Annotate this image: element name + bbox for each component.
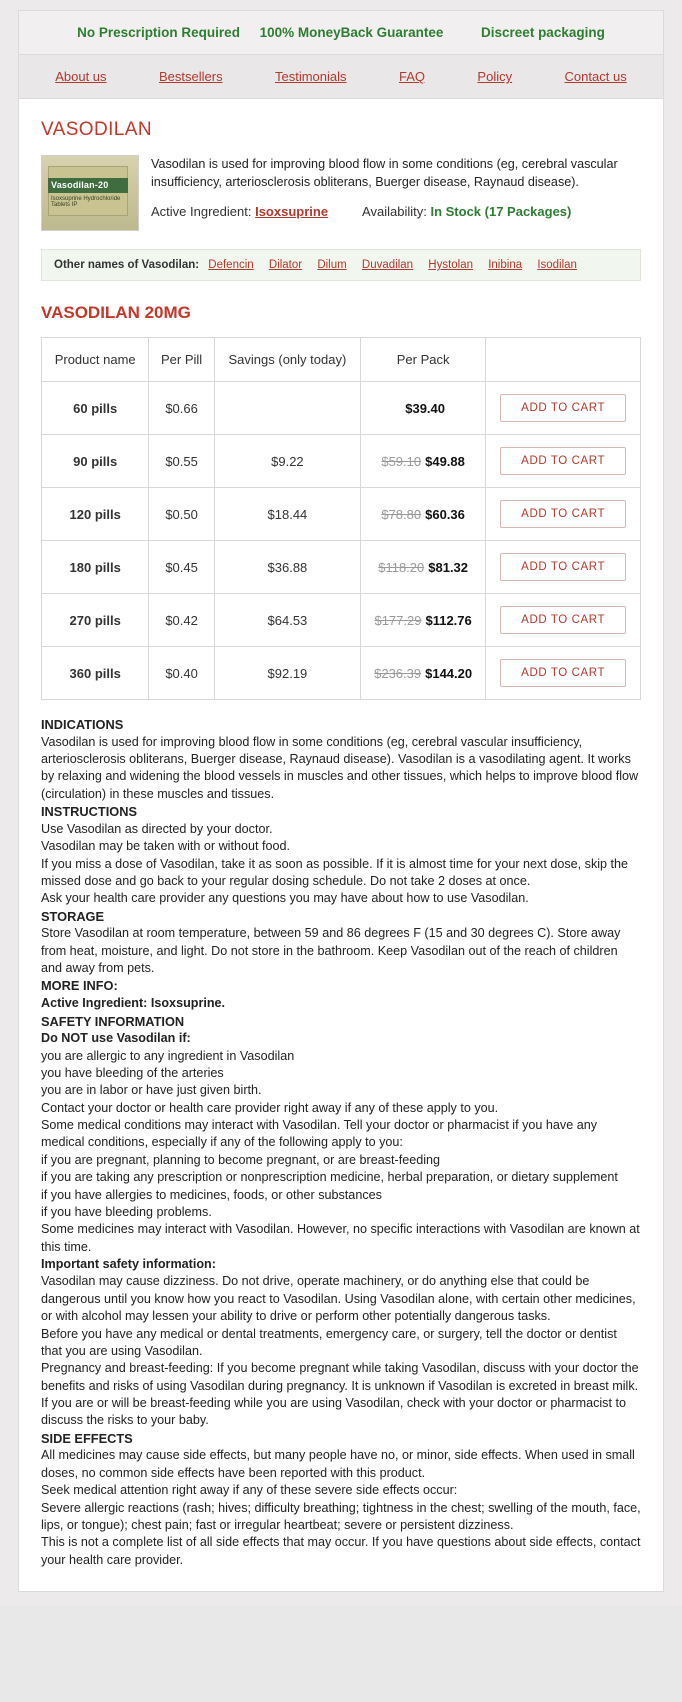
section-heading-instructions: INSTRUCTIONS — [41, 804, 137, 820]
section-heading-indications: INDICATIONS — [41, 717, 124, 732]
storage-text: Store Vasodilan at room temperature, between 59 and 86 degrees F (15 and 30 degrees C). Store away from heat, moisture, and light. Do not store in the bathroom. Keep Vasodilan out of the reach of children and away from pets. — [41, 926, 621, 976]
section-heading-side-effects: SIDE EFFECTS — [41, 1430, 133, 1446]
product-image — [41, 155, 139, 231]
column-header-action — [486, 338, 641, 382]
promo-bar — [18, 10, 664, 55]
row-old-price: $177.29 — [374, 612, 422, 628]
row-new-price: $144.20 — [425, 665, 473, 681]
row-old-price: $118.20 — [378, 559, 425, 575]
row-product-name: 270 pills — [42, 594, 149, 647]
other-name-dilum[interactable]: Dilum — [317, 259, 347, 271]
row-action — [486, 435, 641, 488]
row-per-pack — [360, 488, 485, 541]
row-action — [486, 488, 641, 541]
other-name-duvadilan[interactable]: Duvadilan — [361, 259, 414, 271]
row-savings: $9.22 — [214, 435, 360, 488]
other-names-label: Other names of Vasodilan: — [54, 259, 200, 271]
important-safety-heading: Important safety information: — [41, 1257, 216, 1272]
row-per-pill: $0.40 — [149, 647, 214, 700]
row-new-price: $112.76 — [425, 612, 472, 628]
other-name-dilator[interactable]: Dilator — [268, 259, 303, 271]
side-effects-3: Severe allergic reactions (rash; hives; difficulty breathing; tightness in the chest; swelling of the mouth, face, lips, or tongue); chest pain; fast or irregular heartbeat; severe or persistent dizziness. — [41, 1500, 641, 1532]
other-name-isodilan[interactable]: Isodilan — [537, 259, 577, 271]
row-per-pill: $0.55 — [149, 435, 214, 488]
product-description: Vasodilan is used for improving blood flow in some conditions (eg, cerebral vascular insufficiency, arteriosclerosis obliterans, Buerger disease, Raynaud disease). — [151, 157, 618, 190]
product-summary — [19, 155, 663, 239]
medical-condition-2: if you are taking any prescription or nonprescription medicine, herbal preparation, or dietary supplement — [41, 1170, 618, 1185]
interactions-line: Some medicines may interact with Vasodilan. However, no specific interactions with Vasodilan are known at this time. — [41, 1222, 640, 1254]
promo-no-prescription: No Prescription Required — [77, 25, 240, 40]
drug-information — [19, 700, 663, 1591]
add-to-cart-button[interactable]: ADD TO CART — [500, 500, 626, 528]
row-per-pack — [360, 435, 485, 488]
row-old-price: $78.80 — [381, 506, 422, 522]
side-effects-1: All medicines may cause side effects, but many people have no, or minor, side effects. When used in small doses, no common side effects have been reported with this product. — [41, 1448, 635, 1480]
do-not-use-item-3: you are in labor or have just given birth. — [41, 1083, 262, 1098]
main-navigation — [18, 55, 664, 99]
add-to-cart-button[interactable]: ADD TO CART — [500, 606, 626, 634]
column-header-savings: Savings (only today) — [214, 338, 360, 382]
section-heading-safety: SAFETY INFORMATION — [41, 1013, 185, 1029]
table-row — [42, 594, 641, 647]
nav-item-bestsellers[interactable]: Bestsellers — [158, 69, 223, 84]
important-safety-3: Pregnancy and breast-feeding: If you become pregnant while taking Vasodilan, discuss with your doctor the benefits and risks of using Vasodilan during pregnancy. It is unknown if Vasodilan is excreted in breast milk. If you are or will be breast-feeding while you are using Vasodilan, check with your doctor or pharmacist to discuss the risks to your baby. — [41, 1361, 639, 1428]
row-savings: $18.44 — [214, 488, 360, 541]
important-safety-1: Vasodilan may cause dizziness. Do not drive, operate machinery, or do anything else that could be dangerous until you know how you react to Vasodilan. Using Vasodilan alone, with certain other medicines, or with alcohol may lessen your ability to drive or perform other potentially dangerous tasks. — [41, 1274, 636, 1324]
row-per-pill: $0.66 — [149, 382, 214, 435]
add-to-cart-button[interactable]: ADD TO CART — [500, 394, 626, 422]
column-header-product-name: Product name — [42, 338, 149, 382]
active-ingredient-link[interactable]: Isoxsuprine — [255, 203, 329, 219]
medical-condition-3: if you have allergies to medicines, foods, or other substances — [41, 1187, 382, 1202]
row-per-pill: $0.42 — [149, 594, 214, 647]
active-ingredient-info: Active Ingredient: Isoxsuprine. — [41, 996, 226, 1011]
other-name-defencin[interactable]: Defencin — [208, 259, 254, 271]
row-action — [486, 382, 641, 435]
content-area — [18, 99, 664, 1592]
other-name-hystolan[interactable]: Hystolan — [428, 259, 474, 271]
product-image-label: Vasodilan-20 — [51, 180, 109, 190]
section-heading-storage: STORAGE — [41, 908, 105, 924]
nav-item-faq[interactable]: FAQ — [398, 69, 425, 84]
row-new-price: $49.88 — [425, 453, 465, 469]
indications-text: Vasodilan is used for improving blood flow in some conditions (eg, cerebral vascular insufficiency, arteriosclerosis obliterans, Buerger disease, Raynaud disease). Vasodilan is a vasodilating agent. It works by relaxing and widening the blood vessels in muscles and other tissues, which helps to improve blood flow (circulation) in these muscles and tissues. — [41, 734, 639, 801]
page-title: VASODILAN — [41, 119, 152, 140]
table-row — [42, 382, 641, 435]
row-savings: $36.88 — [214, 541, 360, 594]
medical-conditions-intro: Some medical conditions may interact with Vasodilan. Tell your doctor or pharmacist if you have any medical conditions, especially if any of the following apply to you: — [41, 1118, 598, 1150]
instructions-line-2: Vasodilan may be taken with or without food. — [41, 839, 290, 854]
row-per-pack — [360, 541, 485, 594]
row-product-name: 90 pills — [42, 435, 149, 488]
product-meta — [151, 204, 641, 219]
row-savings — [214, 382, 360, 435]
availability-label: Availability: — [362, 203, 427, 219]
table-header-row — [42, 338, 641, 382]
row-new-price: $39.40 — [405, 400, 445, 416]
contact-doctor-line: Contact your doctor or health care provider right away if any of these apply to you. — [41, 1100, 499, 1115]
row-per-pack — [360, 647, 485, 700]
add-to-cart-button[interactable]: ADD TO CART — [500, 659, 626, 687]
row-savings: $64.53 — [214, 594, 360, 647]
pricing-table — [41, 337, 641, 700]
table-row — [42, 435, 641, 488]
other-name-inibina[interactable]: Inibina — [488, 259, 523, 271]
row-action — [486, 541, 641, 594]
row-product-name: 60 pills — [42, 382, 149, 435]
instructions-line-3: If you miss a dose of Vasodilan, take it as soon as possible. If it is almost time for your next dose, skip the missed dose and go back to your regular dosing schedule. Do not take 2 doses at once. — [41, 856, 629, 888]
status-badge: In Stock (17 Packages) — [430, 203, 572, 219]
row-savings: $92.19 — [214, 647, 360, 700]
row-old-price: $236.39 — [374, 665, 422, 681]
table-row — [42, 541, 641, 594]
medical-condition-1: if you are pregnant, planning to become pregnant, or are breast-feeding — [41, 1152, 441, 1167]
active-ingredient-label: Active Ingredient: — [151, 203, 252, 219]
side-effects-4: This is not a complete list of all side effects that may occur. If you have questions about side effects, contact your health care provider. — [41, 1535, 641, 1567]
row-per-pack — [360, 594, 485, 647]
do-not-use-heading: Do NOT use Vasodilan if: — [41, 1031, 191, 1046]
row-old-price: $59.10 — [381, 453, 422, 469]
do-not-use-item-2: you have bleeding of the arteries — [41, 1065, 224, 1080]
add-to-cart-button[interactable]: ADD TO CART — [500, 447, 626, 475]
row-product-name: 180 pills — [42, 541, 149, 594]
important-safety-2: Before you have any medical or dental treatments, emergency care, or surgery, tell the doctor or dentist that you are using Vasodilan. — [41, 1326, 617, 1358]
table-row — [42, 488, 641, 541]
nav-item-about-us[interactable]: About us — [55, 69, 107, 84]
nav-item-contact-us[interactable]: Contact us — [564, 69, 627, 84]
column-header-per-pack: Per Pack — [360, 338, 485, 382]
row-new-price: $81.32 — [428, 559, 469, 575]
availability-row — [362, 204, 571, 219]
row-new-price: $60.36 — [425, 506, 465, 522]
add-to-cart-button[interactable]: ADD TO CART — [500, 553, 626, 581]
instructions-line-4: Ask your health care provider any questions you may have about how to use Vasodilan. — [41, 891, 529, 906]
column-header-per-pill: Per Pill — [149, 338, 214, 382]
row-per-pill: $0.50 — [149, 488, 214, 541]
nav-item-testimonials[interactable]: Testimonials — [275, 69, 347, 84]
row-action — [486, 594, 641, 647]
product-image-sublabel: Isoxsuprine Hydrochloride Tablets IP — [51, 196, 121, 208]
promo-discreet: Discreet packaging — [481, 25, 605, 40]
row-product-name: 360 pills — [42, 647, 149, 700]
row-per-pack — [360, 382, 485, 435]
medical-condition-4: if you have bleeding problems. — [41, 1204, 212, 1219]
nav-item-policy[interactable]: Policy — [477, 69, 513, 84]
active-ingredient-row — [151, 204, 328, 219]
instructions-line-1: Use Vasodilan as directed by your doctor. — [41, 821, 273, 836]
do-not-use-item-1: you are allergic to any ingredient in Vasodilan — [41, 1048, 295, 1063]
promo-moneyback: 100% MoneyBack Guarantee — [259, 25, 444, 40]
section-heading-more-info: MORE INFO: — [41, 978, 118, 994]
row-action — [486, 647, 641, 700]
row-per-pill: $0.45 — [149, 541, 214, 594]
other-names-bar — [41, 249, 641, 281]
dosage-heading: VASODILAN 20MG — [41, 303, 191, 322]
table-row — [42, 647, 641, 700]
side-effects-2: Seek medical attention right away if any of these severe side effects occur: — [41, 1483, 458, 1498]
row-product-name: 120 pills — [42, 488, 149, 541]
